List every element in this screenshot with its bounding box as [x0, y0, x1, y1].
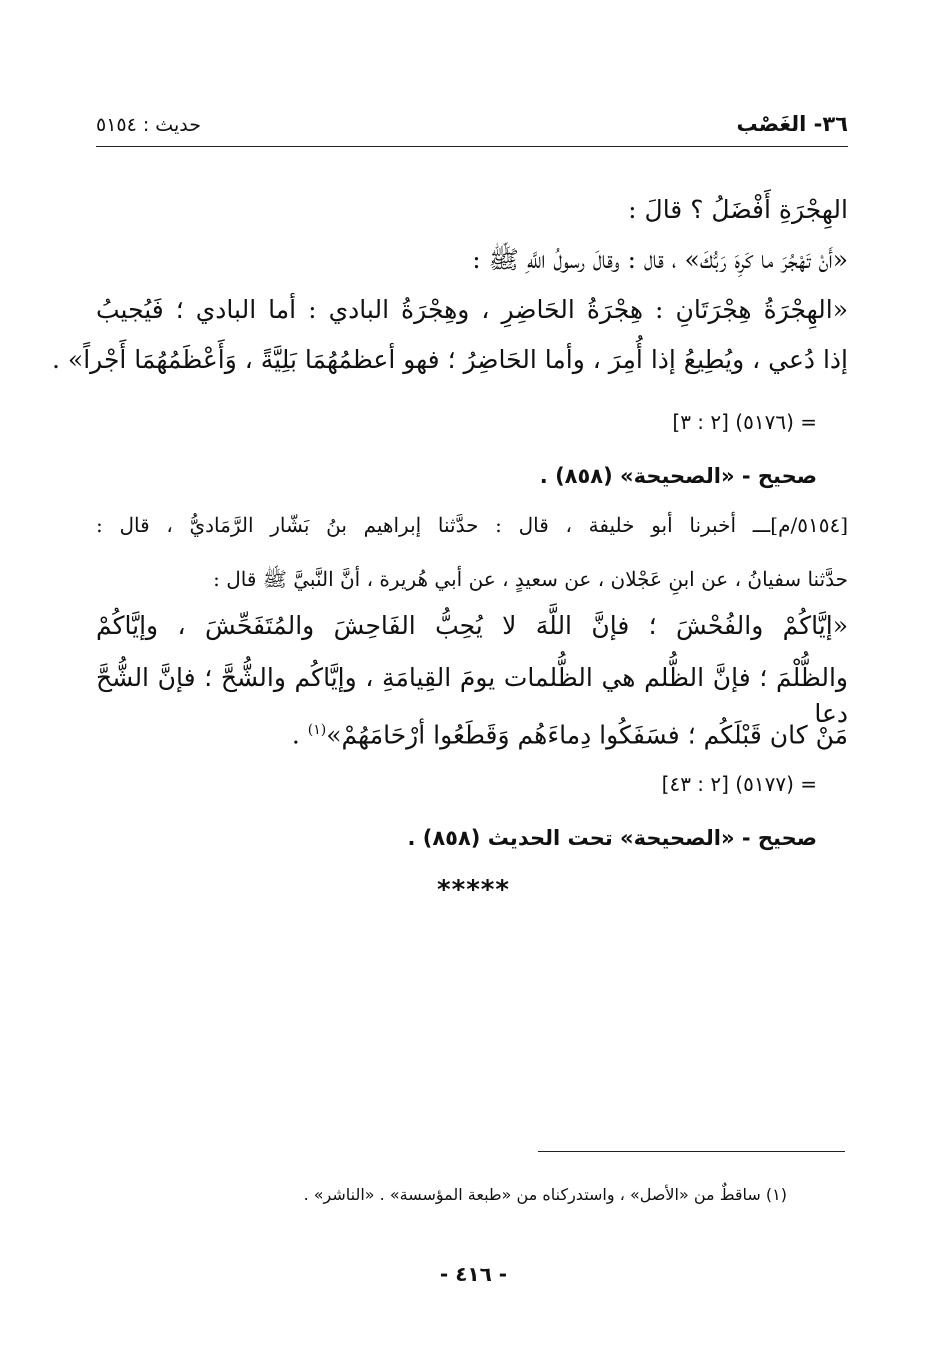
- cross-reference: = (٥١٧٦) [٢ : ٣]: [672, 410, 817, 434]
- page-header: [96, 106, 848, 136]
- hadith-text-line: الهِجْرَةِ أَفْضَلُ ؟ قالَ :: [628, 195, 848, 224]
- hadith-grade: صحيح - «الصحيحة» (٨٥٨) .: [539, 464, 817, 488]
- hadith-text-line: «إيَّاكُمْ والفُحْشَ ؛ فإنَّ اللَّهَ لا يُحِبُّ الفَاحِشَ والمُتَفَحِّشَ ، وإيَّاكُمْ: [96, 611, 848, 640]
- section-separator: *****: [437, 875, 510, 905]
- footnote-marker: (١): [307, 722, 327, 738]
- isnad-line: [٥١٥٤/م]ـــ أخبرنا أبو خليفة ، قال : حدَّثنا إبراهيم بنُ بَشّار الرَّمَاديُّ ، قال :: [96, 513, 848, 537]
- hadith-text-line: «الهِجْرَةُ هِجْرَتَانِ : هِجْرَةُ الحَاضِرِ ، وهِجْرَةُ البادي : أما البادي ؛ فَيُجيبُ: [96, 295, 848, 324]
- hadith-text-line: والظُّلْمَ ؛ فإنَّ الظُّلم هي الظُّلمات يومَ القِيامَةِ ، وإيَّاكُم والشُّحَّ ؛ فإنَّ الشُّحَّ دعا: [96, 663, 848, 728]
- hadith-text-end: .: [291, 720, 308, 750]
- footnote-text: (١) ساقطٌ من «الأصل» ، واستدركناه من «طبعة المؤسسة» . «الناشر» .: [303, 1185, 787, 1204]
- hadith-text-line: [292, 712, 848, 753]
- footnote-divider: [538, 1151, 845, 1152]
- hadith-grade: صحيح - «الصحيحة» تحت الحديث (٨٥٨) .: [407, 826, 817, 850]
- header-divider: [96, 146, 848, 147]
- page-number: - ٤١٦ -: [439, 1262, 508, 1286]
- hadith-text-line: إذا دُعي ، ويُطِيعُ إذا أُمِرَ ، وأما الحَاضِرُ ؛ فهو أعظمُهُمَا بَلِيَّةً ، وَأَعْظَمُهُمَا أَجْراً» .: [52, 345, 848, 374]
- chapter-title: ٣٦- الغَصْب: [736, 112, 848, 136]
- hadith-text-segment: مَنْ كان قَبْلَكُم ؛ فسَفَكُوا دِماءَهُم وَقَطَعُوا أرْحَامَهُمْ»: [326, 720, 848, 750]
- hadith-reference: حديث : ٥١٥٤: [96, 114, 201, 136]
- isnad-line: حدَّثنا سفيانُ ، عن ابنِ عَجْلان ، عن سعيدٍ ، عن أبي هُريرة ، أنَّ النَّبيَّ ﷺ قال :: [213, 567, 848, 591]
- hadith-text-line: «أَنْ تَهْجُرَ ما كَرِهَ رَبُّكَ» ، قال : وقالَ رسولُ اللَّهِ ﷺ :: [472, 245, 848, 274]
- cross-reference: = (٥١٧٧) [٢ : ٤٣]: [661, 772, 817, 796]
